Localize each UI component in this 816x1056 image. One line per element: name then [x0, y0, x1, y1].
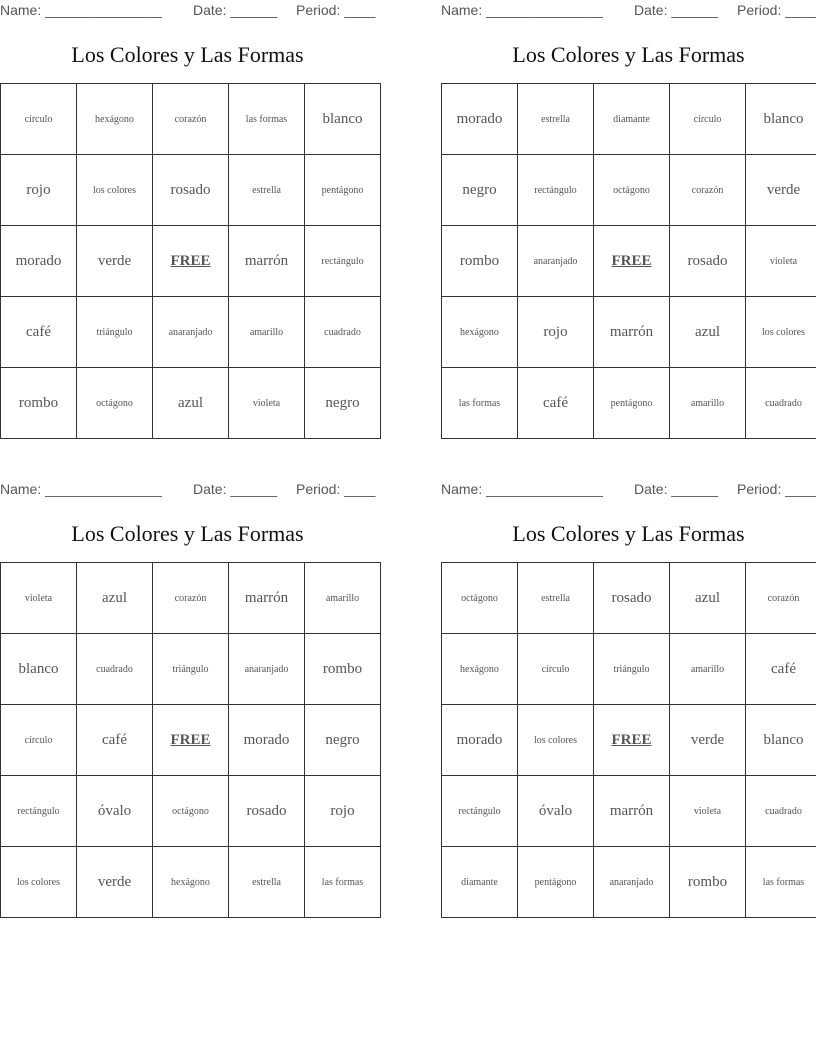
period-field-label: Period: ____: [296, 2, 376, 18]
grid-cell: rojo: [305, 776, 381, 847]
bingo-grid: [441, 562, 816, 918]
grid-cell: cuadrado: [305, 297, 381, 368]
grid-cell: blanco: [1, 634, 77, 705]
grid-cell: marrón: [594, 776, 670, 847]
grid-cell: rectángulo: [518, 155, 594, 226]
grid-row: [442, 368, 816, 439]
grid-cell: cuadrado: [746, 368, 816, 439]
grid-cell: morado: [442, 84, 518, 155]
grid-cell: círculo: [1, 705, 77, 776]
grid-cell: rectángulo: [1, 776, 77, 847]
grid-cell: negro: [305, 705, 381, 776]
grid-cell: rectángulo: [305, 226, 381, 297]
student-info-header: [0, 2, 375, 20]
grid-cell: los colores: [77, 155, 153, 226]
grid-row: [442, 84, 816, 155]
grid-cell: hexágono: [442, 634, 518, 705]
grid-cell: verde: [746, 155, 816, 226]
grid-row: [1, 155, 381, 226]
grid-cell: las formas: [229, 84, 305, 155]
grid-cell: rombo: [670, 847, 746, 918]
grid-cell: pentágono: [305, 155, 381, 226]
grid-cell: octágono: [77, 368, 153, 439]
name-field-label: Name: _______________: [0, 481, 162, 497]
grid-cell: azul: [670, 297, 746, 368]
bingo-card: [0, 479, 375, 914]
card-title: Los Colores y Las Formas: [71, 42, 304, 67]
student-info-header: [441, 2, 816, 20]
grid-cell: amarillo: [305, 563, 381, 634]
grid-cell: marrón: [594, 297, 670, 368]
date-field-label: Date: ______: [634, 481, 719, 497]
grid-row: [1, 84, 381, 155]
name-field-label: Name: _______________: [0, 2, 162, 18]
grid-cell: rosado: [153, 155, 229, 226]
grid-cell: diamante: [442, 847, 518, 918]
student-info-header: [0, 481, 375, 499]
grid-cell: triángulo: [594, 634, 670, 705]
grid-cell: estrella: [229, 155, 305, 226]
period-field-label: Period: ____: [296, 481, 376, 497]
bingo-card: [0, 0, 375, 435]
free-space-cell: FREE: [153, 226, 229, 297]
bingo-grid: [441, 83, 816, 439]
grid-cell: estrella: [229, 847, 305, 918]
grid-cell: morado: [442, 705, 518, 776]
grid-cell: hexágono: [442, 297, 518, 368]
grid-cell: pentágono: [594, 368, 670, 439]
grid-cell: octágono: [594, 155, 670, 226]
grid-cell: morado: [1, 226, 77, 297]
grid-cell: círculo: [670, 84, 746, 155]
grid-row: [1, 563, 381, 634]
grid-cell: marrón: [229, 563, 305, 634]
grid-cell: octágono: [442, 563, 518, 634]
grid-row: [442, 634, 816, 705]
grid-cell: las formas: [305, 847, 381, 918]
grid-cell: negro: [442, 155, 518, 226]
grid-cell: corazón: [153, 84, 229, 155]
grid-cell: óvalo: [518, 776, 594, 847]
grid-row: [442, 563, 816, 634]
bingo-card: [441, 0, 816, 435]
student-info-header: [441, 481, 816, 499]
grid-row: [442, 226, 816, 297]
grid-cell: anaranjado: [518, 226, 594, 297]
grid-cell: anaranjado: [229, 634, 305, 705]
grid-cell: rojo: [518, 297, 594, 368]
grid-cell: café: [518, 368, 594, 439]
grid-cell: anaranjado: [594, 847, 670, 918]
grid-row: [442, 705, 816, 776]
grid-cell: rombo: [305, 634, 381, 705]
grid-cell: amarillo: [229, 297, 305, 368]
bingo-grid: [0, 83, 381, 439]
grid-cell: café: [77, 705, 153, 776]
grid-row: [442, 297, 816, 368]
grid-cell: azul: [77, 563, 153, 634]
grid-cell: rojo: [1, 155, 77, 226]
grid-cell: octágono: [153, 776, 229, 847]
grid-cell: blanco: [305, 84, 381, 155]
grid-cell: amarillo: [670, 368, 746, 439]
grid-cell: hexágono: [77, 84, 153, 155]
grid-row: [1, 368, 381, 439]
grid-row: [1, 847, 381, 918]
grid-cell: rosado: [594, 563, 670, 634]
grid-row: [442, 155, 816, 226]
free-space-cell: FREE: [594, 705, 670, 776]
grid-cell: óvalo: [77, 776, 153, 847]
bingo-card: [441, 479, 816, 914]
grid-cell: morado: [229, 705, 305, 776]
grid-cell: rosado: [229, 776, 305, 847]
grid-cell: amarillo: [670, 634, 746, 705]
grid-cell: estrella: [518, 563, 594, 634]
grid-cell: rombo: [442, 226, 518, 297]
grid-cell: cuadrado: [746, 776, 816, 847]
grid-cell: violeta: [746, 226, 816, 297]
grid-cell: cuadrado: [77, 634, 153, 705]
period-field-label: Period: ____: [737, 2, 816, 18]
grid-cell: hexágono: [153, 847, 229, 918]
bingo-grid: [0, 562, 381, 918]
date-field-label: Date: ______: [634, 2, 719, 18]
grid-cell: rombo: [1, 368, 77, 439]
grid-cell: azul: [670, 563, 746, 634]
grid-cell: violeta: [229, 368, 305, 439]
grid-cell: café: [746, 634, 816, 705]
grid-cell: los colores: [746, 297, 816, 368]
name-field-label: Name: _______________: [441, 2, 603, 18]
grid-row: [1, 226, 381, 297]
grid-cell: azul: [153, 368, 229, 439]
grid-cell: violeta: [670, 776, 746, 847]
grid-cell: pentágono: [518, 847, 594, 918]
grid-cell: anaranjado: [153, 297, 229, 368]
card-title: Los Colores y Las Formas: [71, 521, 304, 546]
grid-cell: las formas: [746, 847, 816, 918]
grid-cell: rosado: [670, 226, 746, 297]
date-field-label: Date: ______: [193, 2, 278, 18]
card-title: Los Colores y Las Formas: [512, 521, 745, 546]
grid-cell: círculo: [1, 84, 77, 155]
grid-cell: café: [1, 297, 77, 368]
grid-cell: verde: [77, 226, 153, 297]
free-space-cell: FREE: [594, 226, 670, 297]
grid-cell: marrón: [229, 226, 305, 297]
grid-cell: estrella: [518, 84, 594, 155]
grid-cell: diamante: [594, 84, 670, 155]
grid-cell: verde: [77, 847, 153, 918]
grid-cell: triángulo: [153, 634, 229, 705]
grid-cell: corazón: [153, 563, 229, 634]
grid-cell: las formas: [442, 368, 518, 439]
grid-row: [1, 297, 381, 368]
grid-cell: blanco: [746, 705, 816, 776]
grid-cell: verde: [670, 705, 746, 776]
grid-cell: violeta: [1, 563, 77, 634]
grid-cell: triángulo: [77, 297, 153, 368]
grid-cell: corazón: [670, 155, 746, 226]
grid-row: [442, 847, 816, 918]
grid-cell: corazón: [746, 563, 816, 634]
grid-cell: círculo: [518, 634, 594, 705]
grid-cell: rectángulo: [442, 776, 518, 847]
grid-row: [442, 776, 816, 847]
period-field-label: Period: ____: [737, 481, 816, 497]
grid-cell: blanco: [746, 84, 816, 155]
grid-cell: los colores: [518, 705, 594, 776]
grid-cell: los colores: [1, 847, 77, 918]
free-space-cell: FREE: [153, 705, 229, 776]
grid-row: [1, 705, 381, 776]
grid-row: [1, 776, 381, 847]
card-title: Los Colores y Las Formas: [512, 42, 745, 67]
date-field-label: Date: ______: [193, 481, 278, 497]
name-field-label: Name: _______________: [441, 481, 603, 497]
grid-row: [1, 634, 381, 705]
grid-cell: negro: [305, 368, 381, 439]
